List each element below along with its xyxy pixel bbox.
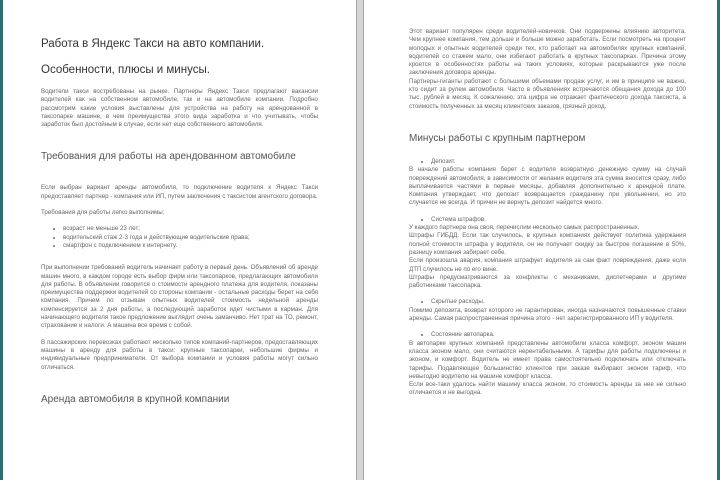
list-item: • Система штрафов. xyxy=(431,216,686,224)
page-2-content xyxy=(409,28,686,398)
bullet-heading xyxy=(409,216,686,224)
requirements-list xyxy=(41,225,318,250)
paragraph: Если все-таки удалось найти машину класса эконом, то стоимость аренды за нее не сильно отличается и не выгодна. xyxy=(409,381,686,397)
paragraph: Если произошла авария, компания штрафует водителя за сам факт повреждения, даже если ДТП случилось не по его вине. xyxy=(409,257,686,273)
list-item: • водительский стаж 2-3 года и действующие водительские права; xyxy=(63,234,318,242)
section-heading-large-company: Аренда автомобиля в крупной компании xyxy=(41,393,230,405)
paragraph: Штрафы предусматриваются за конфликты с механиками, диспетчерами и другими работниками таксопарка. xyxy=(409,273,686,290)
paragraph: Помимо депозита, возврат которого не гарантирован, иногда назначаются повышенные ставки аренды. Самая распространенная причина этого - нет зарегистрированного ИП у водителя. xyxy=(409,306,686,323)
list-item: • смартфон с подключением к интернету. xyxy=(63,242,318,250)
paragraph: Этот вариант популярен среди водителей-новичков. Они подвержены влиянию авторитета. Чем крупнее компания, тем дольше и больше можно заработать. Если посмотреть на процент молодых и опытных водителей среди тех, кто работает на автомобилях крупных компаний, водителей со стажем мало, они избегают работать в крупных таксопарках. Причина этому кроется в особенностях работы на таких условиях, которые раскрываются уже после заключения договора аренды. xyxy=(409,28,686,77)
document-title: Работа в Яндекс Такси на авто компании. xyxy=(41,38,265,50)
intro-paragraph: Водители такси востребованы на рынке. Партнеры Яндекс Такси предлагают вакансии водителей как на собственном автомобиле, так и на автомобиле компании. Подробно рассмотрим какие условия выставлены для устройства на работу на арендованной в таксопарке машине, в чем преимущества этого вида заработка и что учитывать, чтобы заработок был достойным в случае, если нет еще собственного автомобиля. xyxy=(41,88,318,129)
paragraph: Если выбран вариант аренды автомобиля, то подключение водителя к Яндекс Такси предоставляет партнер - компания или ИП, путем заключения с таксистом агентского договора. xyxy=(41,184,318,200)
bullet-heading xyxy=(409,298,686,306)
paragraph: Требования для работы легко выполнимы: xyxy=(41,209,165,217)
paragraph: Партнеры-гиганты работают с большими объемами продаж услуг, и им в принципе не важно, кто сидит за рулем автомобиля. Часто в объявлениях встречаются обещания дохода до 100 тыс. рублей в месяц. К сожалению, эта цифра не отражает фактического дохода таксиста, а стоимость полученных за месяц клиентских заказов, грязный доход. xyxy=(409,77,686,110)
section-heading-requirements: Требования для работы на арендованном автомобиле xyxy=(41,151,296,163)
list-item: • возраст не меньше 23 лет; xyxy=(63,225,318,233)
document-subtitle: Особенности, плюсы и минусы. xyxy=(41,64,210,76)
paragraph: В начале работы компания берет с водителя возвратную денежную сумму на случай повреждений автомобиля, в зависимости от желания водителя эта сумма вносится сразу, либо выплачивается частями в первые месяцы, добавляя дополнительно к арендной плате. Компания утверждает, что депозит возвращается гражданину при увольнении, но это случается не всегда. И причин не вернуть депозит найдется много. xyxy=(409,166,686,207)
paragraph: У каждого партнера она своя, перечислим несколько самых распространенных. xyxy=(409,224,640,232)
page-gutter xyxy=(356,0,364,480)
bullet-heading xyxy=(409,158,686,166)
paragraph: В пассажирских перевозках работают несколько типов компаний-партнеров, предоставляющих машины в аренду для работы в такси: крупные таксопарки, небольшие фирмы и индивидуальные предприниматели. От выбора компании и условия работы могут сильно отличаться. xyxy=(41,338,318,371)
list-item: • Состояние автопарка. xyxy=(431,331,686,339)
paragraph: При выполнении требований водитель начинает работу в первый день. Объявлений об аренде машин много, в каждом городе есть выбор фирм или таксопарков, предлагающих автомобили для работы. В объявлении говорится о стоимости арендного платежа для водителя, показаны преимущества поддержки водителей со стороны компании - остальные расходы берет на себя компания. Причем по отзывам опытных водителей стоимость недельной аренды компенсируется за 2 дня работы, а последующий заработок идет чистыми в карман. Для начинающего водителя такое предложение выглядит очень заманчиво. Нет трат на ТО, ремонт, страхование и налоги. А машина все время с собой. xyxy=(41,264,318,330)
list-item: • Скрытые расходы. xyxy=(431,298,686,306)
list-item: • Депозит. xyxy=(431,158,686,166)
paragraph: В автопарке крупных компаний представлены автомобили класса комфорт, эконом машин класса эконом мало, они считаются нерентабельными. А тарифы для работы подключены и эконом, и комфорт. Водитель не имеет права самостоятельно подключать или отключать тарифы. Подавляющее большинство клиентов при заказе выбирают эконом тариф, что невыгодно водителю на машине комфорт класса. xyxy=(409,339,686,380)
paragraph: Штрафы ГИБДД. Если так случилось, в крупных компаниях действует политика удержания полной стоимости штрафа у водителя, он не получает скидку за быстрое погашение в 50%, разницу компания забирает себе. xyxy=(409,232,686,256)
page-1-content xyxy=(41,38,318,405)
document-page-2 xyxy=(364,0,717,480)
document-page-1 xyxy=(3,0,356,480)
section-heading-cons: Минусы работы с крупным партнером xyxy=(409,132,586,144)
bullet-heading xyxy=(409,331,686,339)
